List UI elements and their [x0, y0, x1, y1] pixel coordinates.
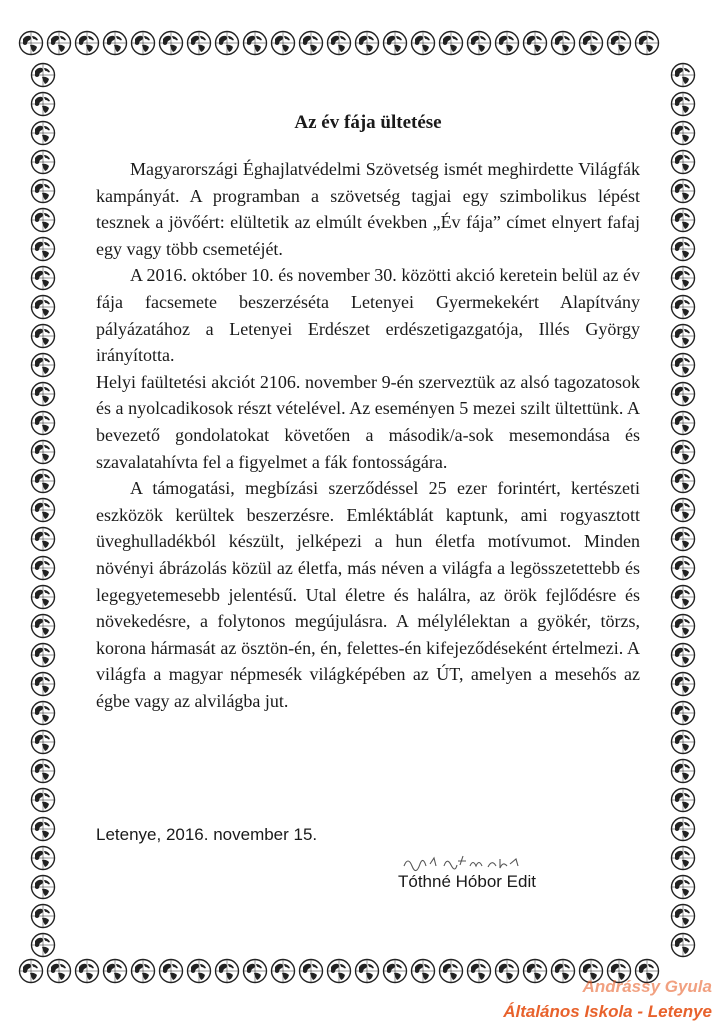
- globe-icon: [670, 642, 696, 668]
- globe-icon: [670, 381, 696, 407]
- globe-icon: [30, 903, 56, 929]
- globe-icon: [670, 903, 696, 929]
- globe-icon: [18, 958, 44, 984]
- paragraph-2: A 2016. október 10. és november 30. közötti akció keretein belül az év fája facsemete beszerzéséta Letenyei Gyermekekért Alapítvány pályázatához a Letenyei Erdészet erdészetigazgatója, Illés György irányította.: [96, 265, 640, 366]
- globe-icon: [298, 958, 324, 984]
- border-top: [18, 30, 662, 56]
- school-watermark: [503, 974, 712, 1024]
- globe-icon: [670, 352, 696, 378]
- globe-icon: [670, 265, 696, 291]
- globe-icon: [670, 439, 696, 465]
- globe-icon: [30, 526, 56, 552]
- globe-icon: [30, 932, 56, 958]
- place-date: Letenye, 2016. november 15.: [96, 825, 318, 844]
- globe-icon: [606, 30, 632, 56]
- globe-icon: [30, 381, 56, 407]
- globe-icon: [130, 958, 156, 984]
- watermark-line-1: Andrássy Gyula: [582, 977, 712, 996]
- globe-icon: [522, 30, 548, 56]
- globe-icon: [670, 671, 696, 697]
- globe-icon: [382, 958, 408, 984]
- paragraph-1: Magyarországi Éghajlatvédelmi Szövetség ismét meghirdette Világfák kampányát. A programban a szövetség tagjai egy szimbolikus lépést tesznek a jövőért: elültetik az elmúlt években „Év fája” címet elnyert fafaj egy vagy több csemetéjét.: [96, 159, 640, 259]
- globe-icon: [410, 30, 436, 56]
- paragraph-3: Helyi faültetési akciót 2106. november 9-én szerveztük az alsó tagozatosok és a nyolcadikosok részt vételével. Az eseményen 5 mezei szilt ültettünk. A bevezető gondolatokat követően a második/a-sok mesemondása és szavalatahívta fel a figyelmet a fák fontosságára.: [96, 371, 640, 472]
- globe-icon: [30, 178, 56, 204]
- globe-icon: [550, 30, 576, 56]
- globe-icon: [270, 30, 296, 56]
- globe-icon: [30, 91, 56, 117]
- globe-icon: [326, 958, 352, 984]
- globe-icon: [354, 958, 380, 984]
- globe-icon: [30, 439, 56, 465]
- globe-icon: [30, 787, 56, 813]
- globe-icon: [74, 30, 100, 56]
- globe-icon: [242, 30, 268, 56]
- border-right: [670, 62, 696, 961]
- globe-icon: [670, 932, 696, 958]
- globe-icon: [670, 845, 696, 871]
- globe-icon: [30, 207, 56, 233]
- globe-icon: [494, 30, 520, 56]
- globe-icon: [326, 30, 352, 56]
- globe-icon: [354, 30, 380, 56]
- globe-icon: [102, 30, 128, 56]
- globe-icon: [670, 584, 696, 610]
- globe-icon: [30, 555, 56, 581]
- globe-icon: [670, 555, 696, 581]
- globe-icon: [30, 874, 56, 900]
- globe-icon: [158, 30, 184, 56]
- globe-icon: [74, 958, 100, 984]
- globe-icon: [102, 958, 128, 984]
- globe-icon: [270, 958, 296, 984]
- globe-icon: [578, 30, 604, 56]
- globe-icon: [298, 30, 324, 56]
- paragraph-4: A támogatási, megbízási szerződéssel 25 ezer forintért, kertészeti eszközök kerültek beszerzésre. Emléktáblát kaptunk, ami rogyasztott üveghulladékból készült, jelképezi a hun életfa motívumot. Minden növényi ábrázolás közül az életfa, más néven a világfa a legösszetettebb és legegyetemesebb jelentésű. Utal életre és halálra, az örök fejlődésre és növekedésre, a folytonos megújulásra. A mélylélektan a gyökér, törzs, korona hármasát az ösztön-én, én, felettes-én kifejeződéseként értelmezi. A világfa a magyar népmesék világképében az ÚT, amelyen a mesehős az égbe vagy az alvilágba jut.: [96, 478, 640, 711]
- globe-icon: [30, 729, 56, 755]
- globe-icon: [438, 30, 464, 56]
- globe-icon: [30, 758, 56, 784]
- globe-icon: [30, 642, 56, 668]
- globe-icon: [670, 236, 696, 262]
- globe-icon: [242, 958, 268, 984]
- globe-icon: [214, 958, 240, 984]
- letter-body: [96, 112, 640, 714]
- globe-icon: [670, 729, 696, 755]
- globe-icon: [466, 30, 492, 56]
- globe-icon: [30, 294, 56, 320]
- globe-icon: [30, 120, 56, 146]
- author-name: Tóthné Hóbor Edit: [398, 872, 536, 891]
- globe-icon: [410, 958, 436, 984]
- globe-icon: [670, 178, 696, 204]
- globe-icon: [30, 613, 56, 639]
- globe-icon: [30, 352, 56, 378]
- globe-icon: [670, 207, 696, 233]
- globe-icon: [30, 236, 56, 262]
- globe-icon: [670, 787, 696, 813]
- globe-icon: [634, 30, 660, 56]
- globe-icon: [30, 410, 56, 436]
- globe-icon: [30, 584, 56, 610]
- globe-icon: [46, 30, 72, 56]
- globe-icon: [670, 91, 696, 117]
- globe-icon: [18, 30, 44, 56]
- globe-icon: [130, 30, 156, 56]
- globe-icon: [670, 149, 696, 175]
- globe-icon: [670, 410, 696, 436]
- globe-icon: [466, 958, 492, 984]
- globe-icon: [30, 497, 56, 523]
- globe-icon: [670, 120, 696, 146]
- globe-icon: [30, 700, 56, 726]
- globe-icon: [214, 30, 240, 56]
- globe-icon: [158, 958, 184, 984]
- globe-icon: [186, 958, 212, 984]
- globe-icon: [30, 468, 56, 494]
- globe-icon: [30, 671, 56, 697]
- border-left: [30, 62, 56, 961]
- globe-icon: [30, 816, 56, 842]
- globe-icon: [30, 323, 56, 349]
- globe-icon: [670, 526, 696, 552]
- globe-icon: [438, 958, 464, 984]
- globe-icon: [670, 497, 696, 523]
- globe-icon: [30, 265, 56, 291]
- globe-icon: [30, 149, 56, 175]
- globe-icon: [670, 62, 696, 88]
- globe-icon: [186, 30, 212, 56]
- globe-icon: [670, 758, 696, 784]
- globe-icon: [46, 958, 72, 984]
- globe-icon: [670, 323, 696, 349]
- globe-icon: [670, 468, 696, 494]
- globe-icon: [670, 874, 696, 900]
- globe-icon: [670, 816, 696, 842]
- globe-icon: [670, 294, 696, 320]
- watermark-line-2: Általános Iskola - Letenye: [503, 1002, 712, 1021]
- globe-icon: [670, 613, 696, 639]
- globe-icon: [30, 845, 56, 871]
- document-title: Az év fája ültetése: [294, 112, 442, 133]
- globe-icon: [670, 700, 696, 726]
- globe-icon: [30, 62, 56, 88]
- globe-icon: [382, 30, 408, 56]
